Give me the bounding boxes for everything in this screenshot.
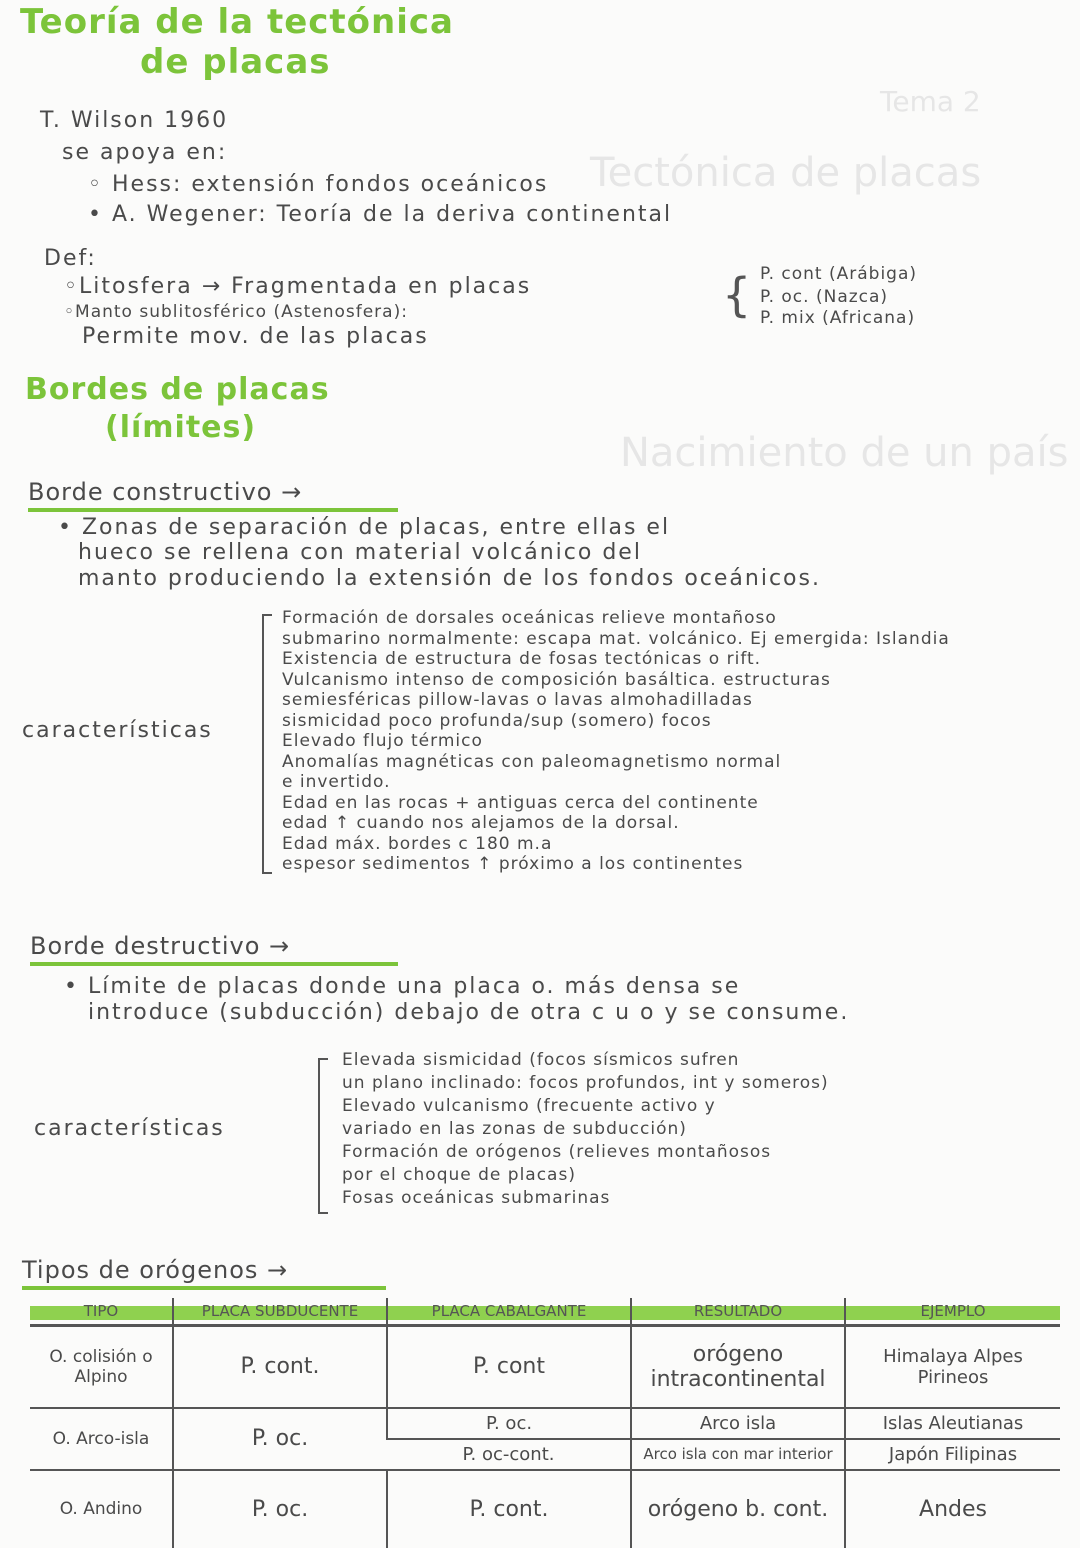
cell-ejemplo: Islas Aleutianas xyxy=(845,1408,1060,1439)
cell-tipo: O. Arco-isla xyxy=(30,1408,173,1470)
def-line: ◦Manto sublitosférico (Astenosfera): xyxy=(64,302,408,322)
section-subtitle: (límites) xyxy=(105,410,257,445)
page-title: Teoría de la tectónica xyxy=(20,2,455,42)
bracket xyxy=(262,614,272,874)
characteristic-item: Elevada sismicidad (focos sísmicos sufren xyxy=(342,1050,740,1070)
def-line: Permite mov. de las placas xyxy=(82,324,429,349)
cell-resultado: Arco isla xyxy=(631,1408,845,1439)
intro-author: T. Wilson 1960 xyxy=(40,108,229,133)
col-header: PLACA SUBDUCENTE xyxy=(173,1298,387,1326)
cell-tipo: O. Andino xyxy=(59,1499,143,1519)
bleed-through-text: Nacimiento de un país xyxy=(620,430,1069,476)
characteristic-item: Edad en las rocas + antiguas cerca del continente xyxy=(282,792,759,813)
bracket xyxy=(318,1058,328,1214)
col-header: RESULTADO xyxy=(631,1298,845,1326)
destructivo-desc: • Límite de placas donde una placa o. más densa se xyxy=(64,974,741,999)
plate-type: P. oc. (Nazca) xyxy=(760,287,889,307)
characteristic-item: Existencia de estructura de fosas tectónicas o rift. xyxy=(282,649,762,669)
def-text: Litosfera → Fragmentada en placas xyxy=(78,274,532,299)
section-title: Bordes de placas xyxy=(25,372,330,407)
constructivo-desc: • Zonas de separación de placas, entre ellas el xyxy=(58,515,671,540)
characteristic-item: variado en las zonas de subducción) xyxy=(342,1119,687,1139)
cell-ejemplo: Andes xyxy=(845,1470,1060,1548)
characteristic-item: Vulcanismo intenso de composición basáltica. estructuras xyxy=(282,669,831,690)
characteristic-item: semiesféricas pillow-lavas o lavas almohadilladas xyxy=(282,690,753,710)
cell-subducente: P. oc. xyxy=(173,1470,387,1548)
cell-subducente: P. oc. xyxy=(173,1408,387,1470)
cell-ejemplo: Japón Filipinas xyxy=(845,1439,1060,1470)
characteristic-item: Edad máx. bordes c 180 m.a xyxy=(282,833,553,854)
def-line: ◦Litosfera → Fragmentada en placas xyxy=(64,274,532,299)
bleed-through-text: Tectónica de placas xyxy=(590,150,982,196)
characteristic-item: edad ↑ cuando nos alejamos de la dorsal. xyxy=(282,813,680,833)
orogenos-table xyxy=(30,1298,1060,1548)
characteristic-item: Fosas oceánicas submarinas xyxy=(342,1188,611,1208)
cell-cabalgante: P. oc. xyxy=(387,1408,631,1439)
bullet-text: A. Wegener: Teoría de la deriva continental xyxy=(111,202,673,227)
constructivo-desc: hueco se rellena con material volcánico del xyxy=(78,540,642,565)
characteristic-item: Formación de orógenos (relieves montañosos xyxy=(342,1142,772,1162)
intro-bullet: • A. Wegener: Teoría de la deriva continental xyxy=(88,202,673,227)
cell-ejemplo: Himalaya Alpes Pirineos xyxy=(845,1326,1060,1408)
orogenos-heading: Tipos de orógenos → xyxy=(22,1256,386,1290)
cell-resultado: Arco isla con mar interior xyxy=(631,1439,845,1470)
plate-type: P. cont (Arábiga) xyxy=(760,264,918,284)
bullet-text: Hess: extensión fondos oceánicos xyxy=(111,172,549,197)
cell-resultado: orógeno intracontinental xyxy=(631,1326,845,1408)
characteristic-item: un plano inclinado: focos profundos, int y someros) xyxy=(342,1073,829,1093)
page-title-line2: de placas xyxy=(140,42,331,82)
def-label: Def: xyxy=(44,246,97,271)
table-header-row xyxy=(30,1298,1060,1326)
characteristic-item: Formación de dorsales oceánicas relieve montañoso xyxy=(282,608,777,628)
table-row xyxy=(30,1326,1060,1408)
plate-type: P. mix (Africana) xyxy=(760,308,916,328)
cell-cabalgante: P. oc-cont. xyxy=(387,1439,631,1470)
col-header: EJEMPLO xyxy=(845,1298,1060,1326)
cell-subducente: P. cont. xyxy=(173,1326,387,1408)
table-row xyxy=(30,1470,1060,1548)
brace-icon: { xyxy=(722,268,752,322)
def-text: Manto sublitosférico (Astenosfera): xyxy=(75,302,408,322)
intro-supports: se apoya en: xyxy=(62,140,228,165)
destructivo-heading: Borde destructivo → xyxy=(30,932,398,966)
constructivo-desc: manto produciendo la extensión de los fondos oceánicos. xyxy=(78,566,821,591)
characteristic-item: submarino normalmente: escapa mat. volcánico. Ej emergida: Islandia xyxy=(282,628,950,649)
cell-cabalgante: P. cont xyxy=(387,1326,631,1408)
cell-tipo: O. colisión o Alpino xyxy=(30,1326,173,1408)
constructivo-heading: Borde constructivo → xyxy=(28,478,398,512)
characteristics-label: características xyxy=(22,718,213,743)
characteristic-item: por el choque de placas) xyxy=(342,1165,576,1185)
destructivo-desc: introduce (subducción) debajo de otra c u o y se consume. xyxy=(88,1000,850,1025)
intro-bullet: ◦ Hess: extensión fondos oceánicos xyxy=(88,172,549,197)
characteristic-item: espesor sedimentos ↑ próximo a los continentes xyxy=(282,854,744,874)
characteristic-item: Anomalías magnéticas con paleomagnetismo normal xyxy=(282,751,782,772)
characteristic-item: Elevado flujo térmico xyxy=(282,731,483,751)
bleed-through-text: Tema 2 xyxy=(880,85,981,118)
characteristics-label: características xyxy=(34,1116,225,1141)
cell-resultado: orógeno b. cont. xyxy=(631,1470,845,1548)
characteristic-item: Elevado vulcanismo (frecuente activo y xyxy=(342,1096,716,1116)
characteristic-item: sismicidad poco profunda/sup (somero) focos xyxy=(282,710,712,731)
table-row xyxy=(30,1408,1060,1439)
col-header: TIPO xyxy=(30,1298,173,1326)
characteristic-item: e invertido. xyxy=(282,772,391,792)
col-header: PLACA CABALGANTE xyxy=(387,1298,631,1326)
cell-cabalgante: P. cont. xyxy=(387,1470,631,1548)
